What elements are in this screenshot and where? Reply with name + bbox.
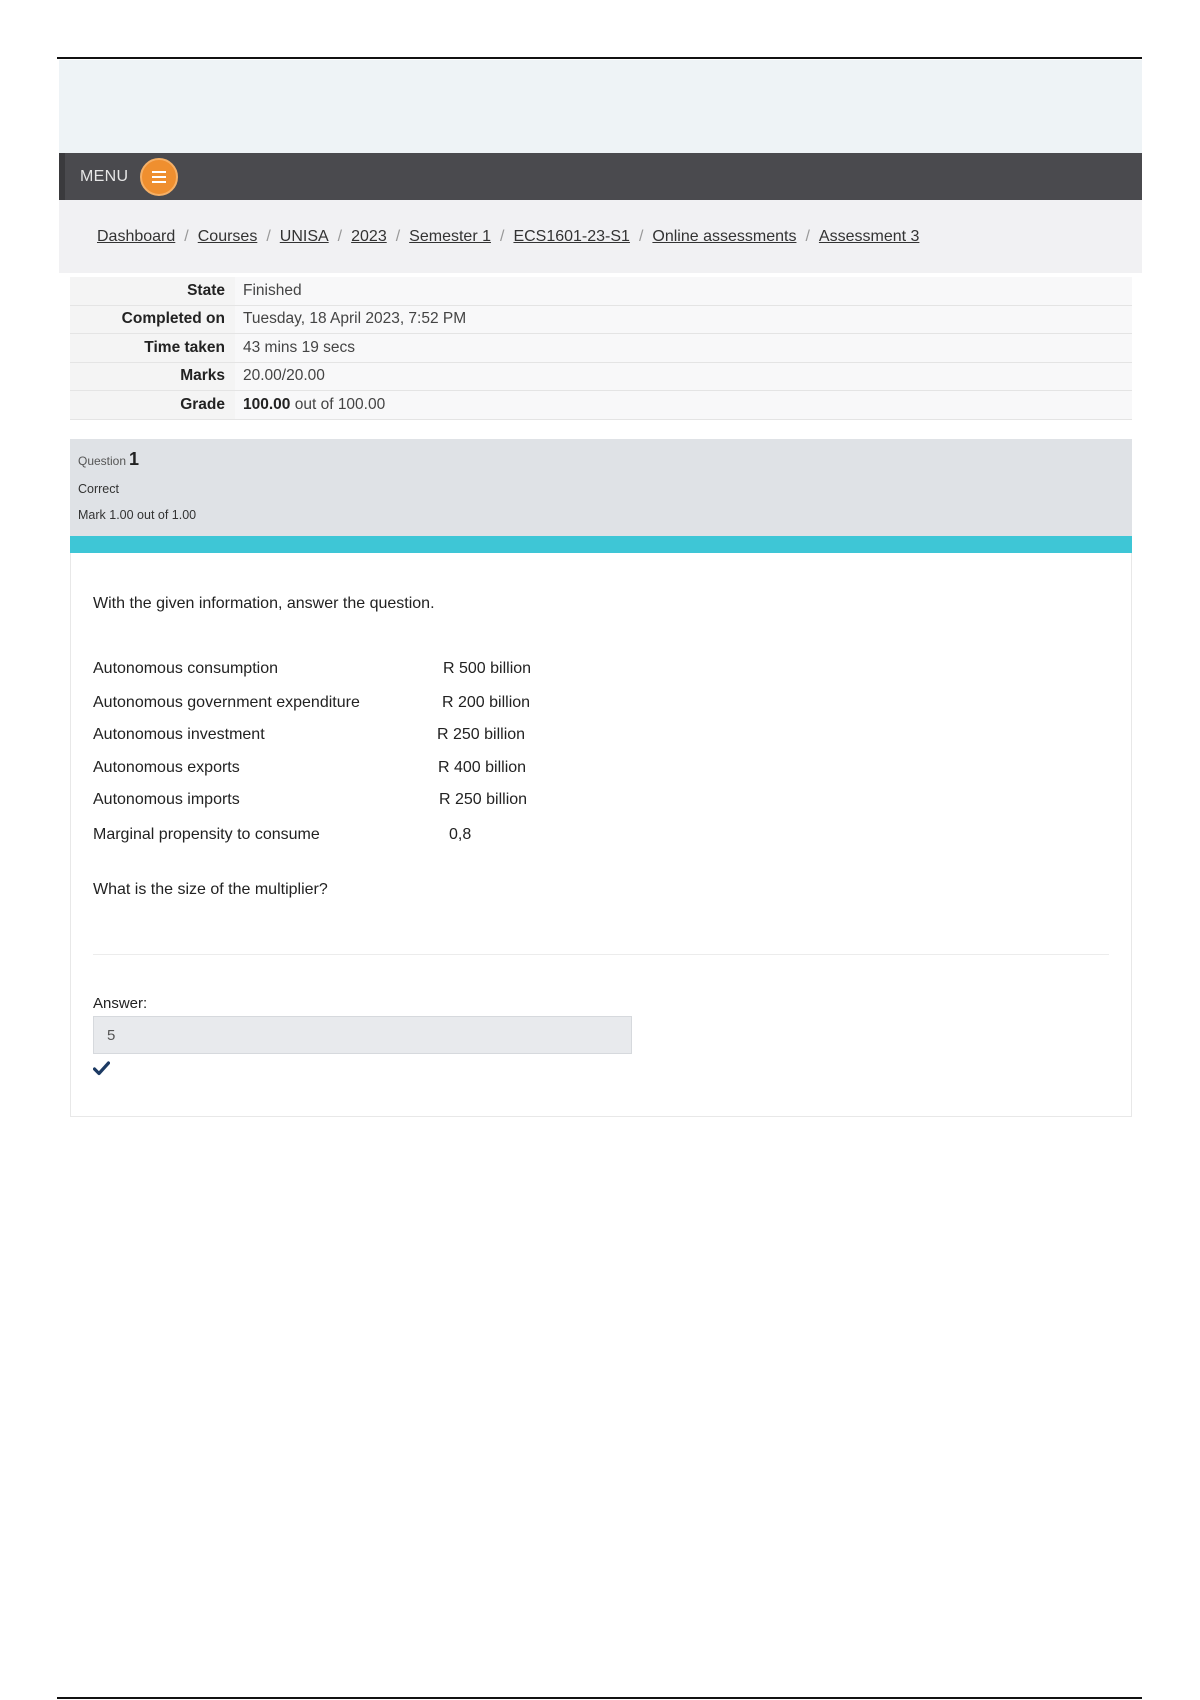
data-item-value: 0,8 xyxy=(449,826,472,843)
breadcrumb-unisa[interactable]: UNISA xyxy=(279,227,329,245)
page-bottom-rule xyxy=(57,1697,1142,1699)
data-item-name: Marginal propensity to consume xyxy=(93,826,320,843)
summary-value xyxy=(235,391,1132,420)
data-item-name: Autonomous investment xyxy=(93,726,265,743)
summary-row-time-taken xyxy=(70,334,1132,363)
summary-label: Marks xyxy=(70,362,235,391)
breadcrumb-separator: / xyxy=(266,227,271,245)
breadcrumb xyxy=(59,200,1142,273)
data-item-name: Autonomous exports xyxy=(93,759,240,776)
question-prompt: What is the size of the multiplier? xyxy=(93,881,328,898)
summary-row-completed-on xyxy=(70,305,1132,334)
hamburger-icon xyxy=(152,171,166,183)
breadcrumb-year[interactable]: 2023 xyxy=(351,227,387,245)
breadcrumb-online-assessments[interactable]: Online assessments xyxy=(652,227,797,245)
data-item-name: Autonomous government expenditure xyxy=(93,694,360,711)
question-mark: Mark 1.00 out of 1.00 xyxy=(78,508,197,522)
answer-label: Answer: xyxy=(93,995,148,1012)
question-intro: With the given information, answer the question. xyxy=(93,595,435,612)
data-item-value: R 250 billion xyxy=(437,726,526,743)
question-content xyxy=(70,553,1132,1117)
summary-row-marks xyxy=(70,362,1132,391)
grade-score: 100.00 xyxy=(243,395,291,413)
data-item-name: Autonomous consumption xyxy=(93,660,278,677)
breadcrumb-courses[interactable]: Courses xyxy=(197,227,258,245)
check-icon xyxy=(93,1061,110,1076)
data-item-value: R 250 billion xyxy=(439,791,528,808)
breadcrumb-dashboard[interactable]: Dashboard xyxy=(97,227,176,245)
summary-row-grade xyxy=(70,391,1132,420)
summary-label: State xyxy=(70,277,235,305)
summary-value: Tuesday, 18 April 2023, 7:52 PM xyxy=(235,305,1132,334)
header-banner xyxy=(59,60,1142,153)
data-item-name: Autonomous imports xyxy=(93,791,240,808)
breadcrumb-separator: / xyxy=(499,227,505,245)
question-info-panel xyxy=(70,439,1132,536)
summary-value: Finished xyxy=(235,277,1132,305)
page-top-rule xyxy=(57,57,1142,59)
data-item-value: R 500 billion xyxy=(443,660,532,677)
summary-label: Time taken xyxy=(70,334,235,363)
breadcrumb-separator: / xyxy=(337,227,343,245)
menu-button[interactable] xyxy=(140,158,178,196)
menu-bar xyxy=(59,153,1142,200)
answer-field[interactable] xyxy=(93,1016,632,1054)
question-word: Question xyxy=(78,454,127,468)
grade-out-of: out of 100.00 xyxy=(290,395,386,413)
question-number: 1 xyxy=(129,449,140,469)
answer-divider xyxy=(93,954,1109,955)
menu-label[interactable]: MENU xyxy=(80,167,129,185)
breadcrumb-assessment[interactable]: Assessment 3 xyxy=(818,227,920,245)
summary-row-state xyxy=(70,277,1132,305)
breadcrumb-separator: / xyxy=(184,227,189,245)
breadcrumb-course[interactable]: ECS1601-23-S1 xyxy=(513,227,630,245)
breadcrumb-separator: / xyxy=(638,227,644,245)
question-number-line xyxy=(78,449,1124,470)
summary-value: 43 mins 19 secs xyxy=(235,334,1132,363)
summary-label: Grade xyxy=(70,391,235,420)
data-item-value: R 400 billion xyxy=(438,759,527,776)
question-accent-strip xyxy=(70,536,1132,553)
summary-value: 20.00/20.00 xyxy=(235,362,1132,391)
attempt-summary-table xyxy=(70,277,1132,420)
breadcrumb-separator: / xyxy=(395,227,401,245)
summary-label: Completed on xyxy=(70,305,235,334)
question-status: Correct xyxy=(78,482,119,496)
breadcrumb-semester[interactable]: Semester 1 xyxy=(409,227,491,245)
data-item-value: R 200 billion xyxy=(442,694,531,711)
breadcrumb-separator: / xyxy=(805,227,810,245)
